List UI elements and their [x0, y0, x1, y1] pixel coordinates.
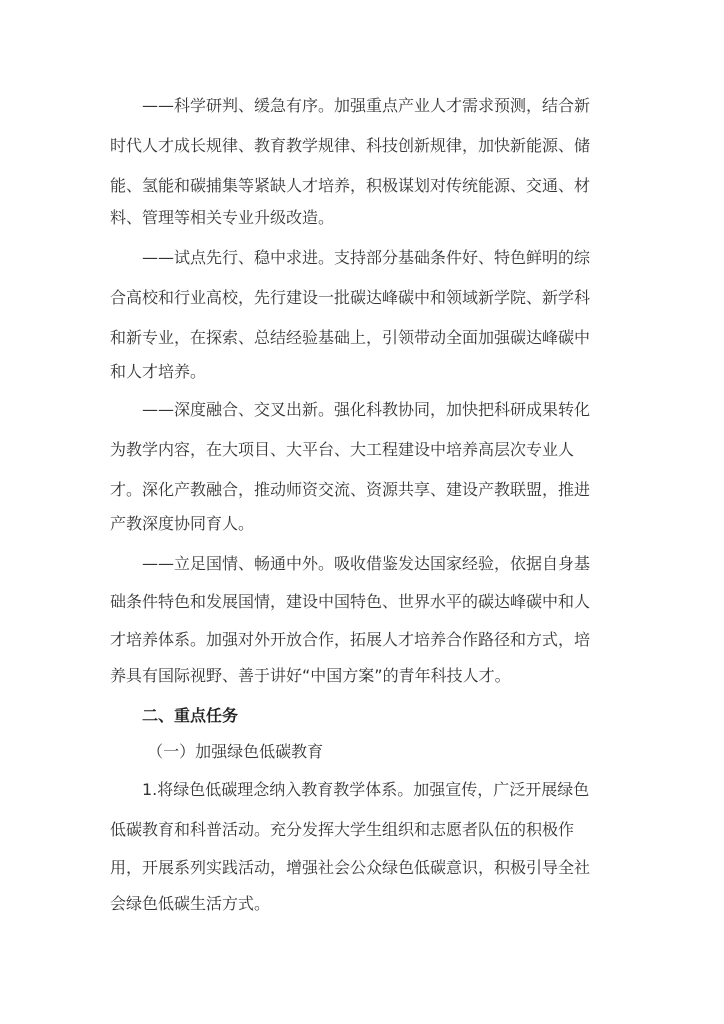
- text-line: 1.将绿色低碳理念纳入教育教学体系。加强宣传，广泛开展绿色: [110, 780, 590, 799]
- text-line: 和人才培养。: [110, 362, 207, 381]
- text-line: 时代人才成长规律、教育教学规律、科技创新规律，加快新能源、储: [110, 136, 591, 155]
- text-line: 产教深度协同育人。: [110, 514, 255, 533]
- text-line: 低碳教育和科普活动。充分发挥大学生组织和志愿者队伍的积极作: [110, 820, 575, 839]
- text-line: 才培养体系。加强对外开放合作，拓展人才培养合作路径和方式，培: [110, 630, 591, 649]
- text-line: 合高校和行业高校，先行建设一批碳达峰碳中和领域新学院、新学科: [110, 288, 591, 307]
- text-line: 能、氢能和碳捕集等紧缺人才培养，积极谋划对传统能源、交通、材: [110, 176, 591, 195]
- text-line: 为教学内容，在大项目、大平台、大工程建设中培养高层次专业人: [110, 440, 575, 459]
- subsection-heading: （一）加强绿色低碳教育: [110, 742, 324, 761]
- text-line: 料、管理等相关专业升级改造。: [110, 208, 335, 227]
- section-heading: 二、重点任务: [110, 706, 239, 725]
- text-line: 和新专业，在探索、总结经验基础上，引领带动全面加强碳达峰碳中: [110, 328, 591, 347]
- text-line: ——科学研判、缓急有序。加强重点产业人才需求预测，结合新: [110, 96, 591, 115]
- text-line: 础条件特色和发展国情，建设中国特色、世界水平的碳达峰碳中和人: [110, 592, 591, 611]
- text-line: ——深度融合、交叉出新。强化科教协同，加快把科研成果转化: [110, 400, 591, 419]
- text-line: 会绿色低碳生活方式。: [110, 894, 271, 913]
- text-line: 用，开展系列实践活动，增强社会公众绿色低碳意识，积极引导全社: [110, 858, 591, 877]
- text-line: ——立足国情、畅通中外。吸收借鉴发达国家经验，依据自身基: [110, 554, 591, 573]
- text-line: ——试点先行、稳中求进。支持部分基础条件好、特色鲜明的综: [110, 248, 591, 267]
- text-line: 才。深化产教融合，推动师资交流、资源共享、建设产教联盟，推进: [110, 480, 591, 499]
- text-line: 养具有国际视野、善于讲好“中国方案”的青年科技人才。: [110, 666, 511, 685]
